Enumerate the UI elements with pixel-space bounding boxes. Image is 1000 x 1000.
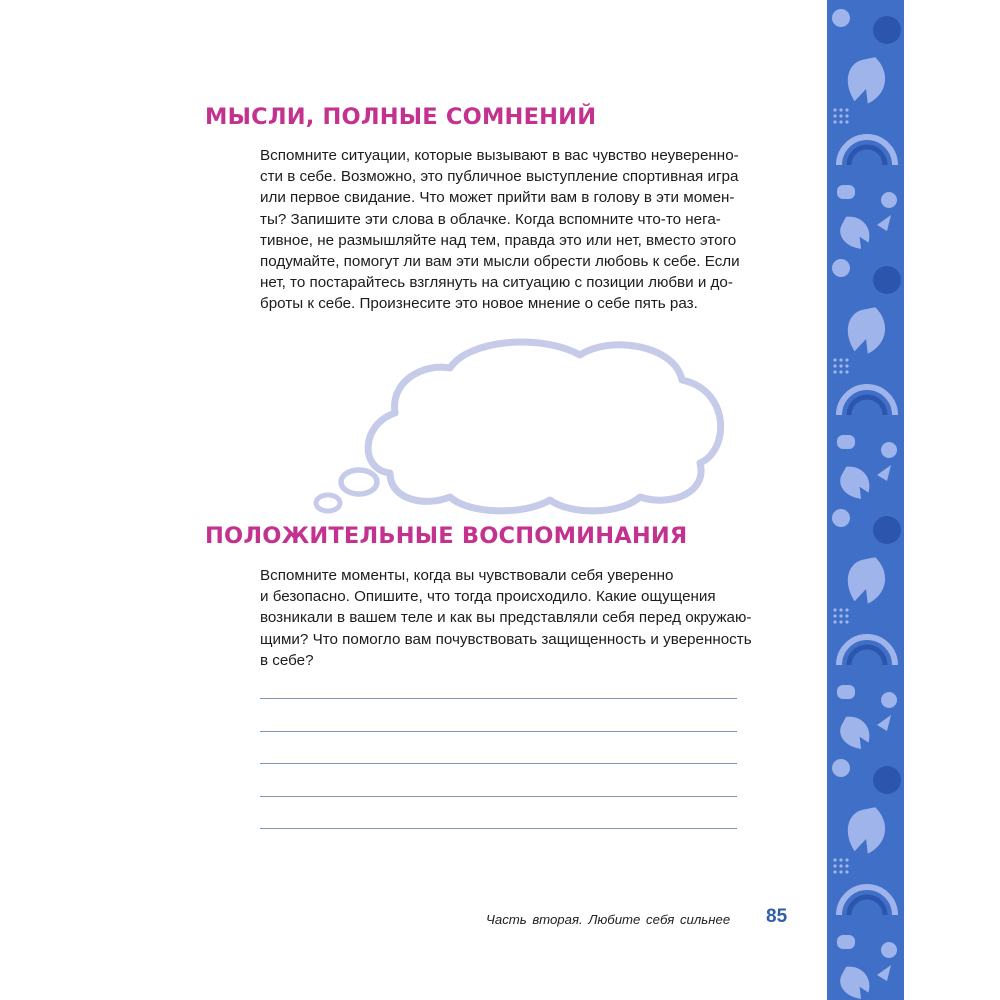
pattern-shape xyxy=(833,364,836,367)
text-line: и безопасно. Опишите, что тогда происходило. Какие ощущения xyxy=(260,588,716,606)
pattern-shape xyxy=(833,358,836,361)
pattern-shape xyxy=(833,108,836,111)
pattern-shape xyxy=(881,192,897,208)
pattern-shape xyxy=(839,614,842,617)
text-line: тивное, не размышляйте над тем, правда это или нет, вместо этого xyxy=(260,231,737,249)
pattern-shape xyxy=(845,858,848,861)
writing-line[interactable] xyxy=(260,698,737,699)
pattern-shape xyxy=(839,358,842,361)
text-line: возникали в вашем теле и как вы представляли себя перед окружаю- xyxy=(260,609,752,627)
pattern-shape xyxy=(837,685,855,699)
pattern-shape xyxy=(833,864,836,867)
writing-line[interactable] xyxy=(260,796,737,797)
pattern-shape xyxy=(839,864,842,867)
pattern-shape xyxy=(832,259,850,277)
text-line: ты? Запишите эти слова в облачке. Когда вспомните что-то нега- xyxy=(260,210,721,228)
pattern-shape xyxy=(881,942,897,958)
pattern-shape xyxy=(845,364,848,367)
text-line: подумайте, помогут ли вам эти мысли обрести любовь к себе. Если xyxy=(260,253,740,271)
pattern-shape xyxy=(837,185,855,199)
pattern-shape xyxy=(873,766,901,794)
pattern-shape xyxy=(839,114,842,117)
text-line: Вспомните ситуации, которые вызывают в вас чувство неуверенно- xyxy=(260,147,739,164)
pattern-shape xyxy=(845,358,848,361)
pattern-shape xyxy=(839,120,842,123)
pattern-shape xyxy=(833,114,836,117)
pattern-shape xyxy=(845,114,848,117)
writing-line[interactable] xyxy=(260,828,737,829)
pattern-shape xyxy=(833,370,836,373)
pattern-shape xyxy=(839,608,842,611)
pattern-shape xyxy=(873,516,901,544)
pattern-shape xyxy=(873,16,901,44)
pattern-shape xyxy=(839,870,842,873)
thought-cloud-icon[interactable] xyxy=(300,325,740,525)
pattern-shape xyxy=(845,864,848,867)
writing-line[interactable] xyxy=(260,731,737,732)
pattern-shape xyxy=(845,370,848,373)
pattern-shape xyxy=(839,108,842,111)
text-line: или первое свидание. Что может прийти вам в голову в эти момен- xyxy=(260,189,735,207)
pattern-shape xyxy=(833,620,836,623)
pattern-shape xyxy=(881,442,897,458)
pattern-shape xyxy=(845,120,848,123)
text-line: щими? Что помогло вам почувствовать защищенность и уверенность xyxy=(260,630,752,648)
text-line: в себе? xyxy=(260,651,314,669)
text-line: броты к себе. Произнесите это новое мнение о себе пять раз. xyxy=(260,295,698,313)
pattern-shape xyxy=(833,120,836,123)
pattern-shape xyxy=(832,9,850,27)
section-positive-memories-text xyxy=(260,565,780,671)
decorative-pattern-strip xyxy=(827,0,904,1000)
page-number: 85 xyxy=(766,906,788,927)
pattern-shape xyxy=(833,858,836,861)
text-line: сти в себе. Возможно, это публичное выступление спортивная игра xyxy=(260,168,739,186)
text-line: Вспомните моменты, когда вы чувствовали себя уверенно xyxy=(260,567,674,584)
pattern-shape xyxy=(833,870,836,873)
text-line: нет, то постарайтесь взглянуть на ситуацию с позиции любви и до- xyxy=(260,274,733,292)
section-doubtful-thoughts-text xyxy=(260,145,780,315)
pattern-shape xyxy=(845,620,848,623)
section-title-positive-memories: ПОЛОЖИТЕЛЬНЫЕ ВОСПОМИНАНИЯ xyxy=(205,523,688,549)
pattern-shape xyxy=(845,108,848,111)
pattern-shape xyxy=(832,509,850,527)
pattern-shape xyxy=(839,370,842,373)
pattern-shape xyxy=(839,620,842,623)
pattern-shape xyxy=(845,870,848,873)
pattern-shape xyxy=(845,614,848,617)
pattern-shape xyxy=(873,266,901,294)
pattern-shape xyxy=(833,608,836,611)
pattern-shape xyxy=(832,759,850,777)
writing-line[interactable] xyxy=(260,763,737,764)
running-title: Часть вторая. Любите себя сильнее xyxy=(486,912,731,927)
section-title-doubtful-thoughts: МЫСЛИ, ПОЛНЫЕ СОМНЕНИЙ xyxy=(205,104,597,130)
pattern-shape xyxy=(845,608,848,611)
pattern-shape xyxy=(881,692,897,708)
pattern-shape xyxy=(839,364,842,367)
pattern-shape xyxy=(837,435,855,449)
pattern-shape xyxy=(839,858,842,861)
pattern-shape xyxy=(833,614,836,617)
pattern-shape xyxy=(837,935,855,949)
